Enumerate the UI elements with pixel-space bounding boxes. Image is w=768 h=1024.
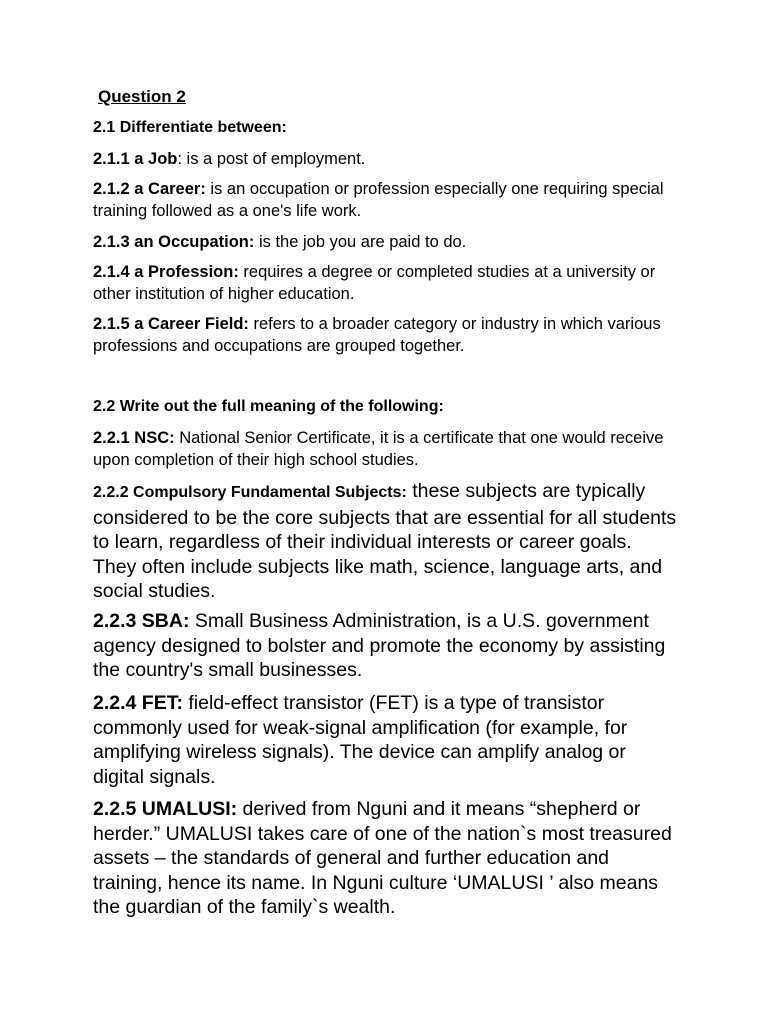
definition-term: 2.2.3 SBA: — [93, 610, 190, 632]
definition-term: 2.2.5 UMALUSI: — [93, 798, 238, 820]
definition-item — [93, 691, 678, 789]
definition-text: is an occupation or profession especially one requiring special training followed as a one's life work. — [93, 180, 664, 220]
definition-term: 2.2.2 Compulsory Fundamental Subjects: — [93, 484, 407, 501]
definition-term: 2.1.4 a Profession: — [93, 263, 239, 281]
definition-text: National Senior Certificate, it is a certificate that one would receive upon completion of their high school studies. — [93, 429, 664, 469]
definition-term: 2.2.1 NSC: — [93, 429, 175, 447]
definition-item — [93, 609, 678, 683]
definition-item — [93, 231, 683, 253]
definition-text: these subjects are typically considered to be the core subjects that are essential for all students to learn, regardless of their individual interests or career goals. They often include subjects like math, science, language arts, and social studies. — [93, 480, 677, 602]
definition-item — [93, 261, 683, 305]
question-title: Question 2 — [98, 87, 186, 106]
section-2-2-heading: 2.2 Write out the full meaning of the following: — [93, 398, 444, 415]
definition-text: Small Business Administration, is a U.S. government agency designed to bolster and promote the economy by assisting the country's small businesses. — [93, 610, 666, 681]
definition-term: 2.2.4 FET: — [93, 692, 183, 714]
definition-term: 2.1.5 a Career Field: — [93, 315, 249, 333]
section-2-1-heading: 2.1 Differentiate between: — [93, 119, 287, 136]
definition-term: 2.1.3 an Occupation: — [93, 233, 255, 251]
definition-item — [93, 313, 683, 357]
definition-item — [93, 797, 678, 920]
definition-item — [93, 178, 683, 222]
definition-text: requires a degree or completed studies at a university or other institution of higher education. — [93, 263, 656, 303]
definition-text: derived from Nguni and it means “shepherd or herder.” UMALUSI takes care of one of the nation`s most treasured assets – the standards of general and further education and training, hence its name. In Nguni culture ‘UMALUSI ’ also means the guardian of the family`s wealth. — [93, 798, 672, 918]
definition-item — [93, 479, 678, 604]
definition-text: is the job you are paid to do. — [254, 233, 467, 251]
definition-text: refers to a broader category or industry in which various professions and occupations are grouped together. — [93, 315, 661, 355]
definition-term: 2.1.2 a Career: — [93, 180, 206, 198]
definition-item — [93, 148, 683, 170]
definition-text: : is a post of employment. — [177, 150, 366, 168]
definition-text: field-effect transistor (FET) is a type of transistor commonly used for weak-signal amplification (for example, for amplifying wireless signals). The device can amplify analog or digital signals. — [93, 692, 628, 788]
definition-item — [93, 427, 683, 471]
definition-term: 2.1.1 a Job — [93, 150, 178, 168]
